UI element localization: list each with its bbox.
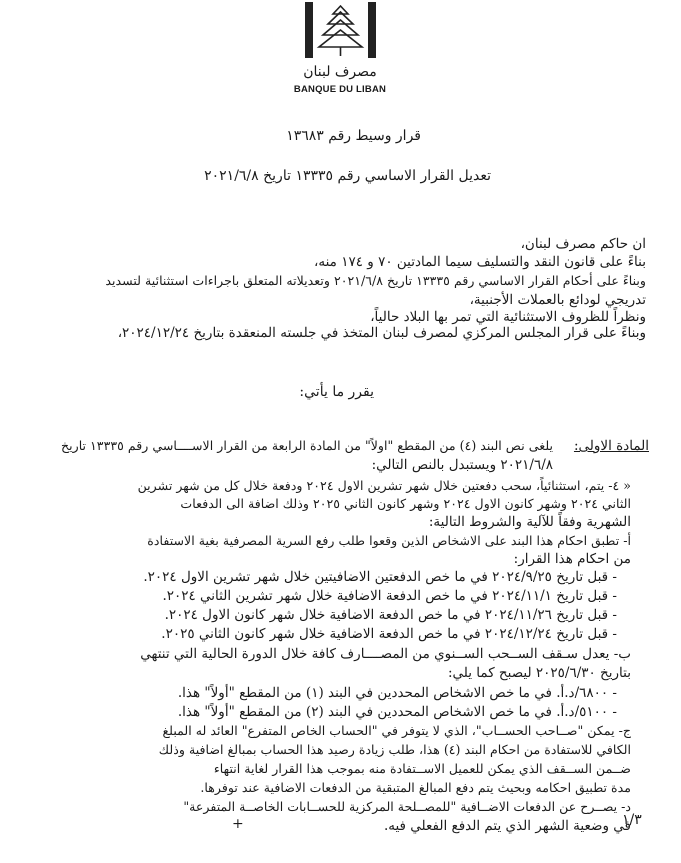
article-line: ج- يمكن "صــاحب الحســاب"، الذي لا يتوفر في "الحساب الخاص المتفرع" العائد له المبلغ [162, 723, 631, 738]
article-line: ٢٠٢١/٦/٨ ويستبدل بالنص التالي: [371, 457, 553, 473]
article-line: الثاني ٢٠٢٤ وشهر كانون الاول ٢٠٢٤ وشهر كانون الثاني ٢٠٢٥ وذلك اضافة الى الدفعات [180, 496, 631, 511]
article-line: - قبل تاريخ ٢٠٢٤/١١/١ في ما خص الدفعة الاضافية خلال شهر تشرين الثاني ٢٠٢٤. [162, 588, 617, 604]
preamble-line: ان حاكم مصرف لبنان، [520, 236, 646, 252]
decision-subject: تعديل القرار الاساسي رقم ١٣٣٣٥ تاريخ ٢٠٢١/٦/٨ [204, 168, 491, 184]
article-line: ضــمن الســقف الذي يمكن للعميل الاســتفادة منه بموجب هذا القرار لغاية انتهاء [213, 761, 631, 776]
article-line: ب- يعدل سـقف الســحب الســنوي من المصــــارف كافة خلال الدورة الحالية التي تنتهي [140, 646, 631, 662]
article-line: - ٥١٠٠/د.أ. في ما خص الاشخاص المحددين في البند (٢) من المقطع "أولاً" هذا. [177, 704, 617, 720]
article-line: الكافي للاستفادة من احكام البند (٤) هذا، طلب زيادة رصيد هذا الحساب بمبالغ اضافية وذلك [158, 742, 631, 757]
article-line: الشهرية وفقاً للآلية والشروط التالية: [428, 514, 631, 530]
article-line: أ- تطبق احكام هذا البند على الاشخاص الذين وقعوا طلب رفع السرية المصرفية بغية الاستفادة [147, 533, 631, 548]
article-line: مدة تطبيق احكامه وبحيث يتم دفع المبالغ المتبقية من الدفعات الاضافية عند توفرها. [200, 780, 631, 795]
preamble-line: ونظراً للظروف الاستثنائية التي تمر بها البلاد حالياً، [370, 309, 646, 325]
article-line: - قبل تاريخ ٢٠٢٤/١١/٢٦ في ما خص الدفعة الاضافية خلال شهر كانون الاول ٢٠٢٤. [164, 607, 617, 623]
article-line: - ٦٨٠٠/د.أ. في ما خص الاشخاص المحددين في البند (١) من المقطع "أولاً" هذا. [177, 685, 617, 701]
bank-name-french: BANQUE DU LIBAN [293, 84, 387, 95]
bank-name-arabic: مصرف لبنان [303, 64, 377, 80]
article-line: « ٤- يتم، استثنائياً، سحب دفعتين خلال شهر تشرين الاول ٢٠٢٤ ودفعة خلال كل من شهر تشرين [137, 478, 631, 493]
plus-mark: + [232, 816, 244, 832]
article-line: - قبل تاريخ ٢٠٢٤/٩/٢٥ في ما خص الدفعتين الاضافيتين خلال شهر تشرين الاول ٢٠٢٤. [143, 569, 617, 585]
decides-heading: يقرر ما يأتي: [299, 384, 374, 400]
article-label: المادة الاولى: [573, 438, 649, 454]
article-line: في وضعية الشهر الذي يتم الدفع الفعلي فيه. [383, 818, 631, 834]
cedar-tree-icon [303, 0, 378, 60]
preamble-line: بناءً على قانون النقد والتسليف سيما المادتين ٧٠ و ١٧٤ منه، [314, 254, 646, 270]
article-line: يلغى نص البند (٤) من المقطع "اولاً" من المادة الرابعة من القرار الاســــاسي رقم ١٣٣٣٥ تاريخ [60, 438, 553, 453]
preamble-line: وبناءً على قرار المجلس المركزي لمصرف لبنان المتخذ في جلسته المنعقدة بتاريخ ٢٠٢٤/١٢/٢٤، [117, 325, 646, 341]
article-line: د- يصــرح عن الدفعات الاضــافية "للمصــلحة المركزية للحســابات الخاصــة المتفرعة" [183, 799, 631, 814]
preamble-line: تدريجي لودائع بالعملات الأجنبية، [469, 292, 646, 308]
article-line: - قبل تاريخ ٢٠٢٤/١٢/٢٤ في ما خص الدفعة الاضافية خلال شهر كانون الثاني ٢٠٢٥. [161, 626, 617, 642]
preamble-line: وبناءً على أحكام القرار الاساسي رقم ١٣٣٣٥ تاريخ ٢٠٢١/٦/٨ وتعديلاته المتعلق باجراءات استثنائية لتسديد [105, 273, 646, 288]
decision-number: قرار وسيط رقم ١٣٦٨٣ [286, 128, 421, 144]
article-line: بتاريخ ٢٠٢٥/٦/٣٠ ليصبح كما يلي: [447, 665, 631, 681]
article-line: من احكام هذا القرار: [513, 551, 631, 567]
page-marker: ١/٣ [622, 812, 642, 828]
